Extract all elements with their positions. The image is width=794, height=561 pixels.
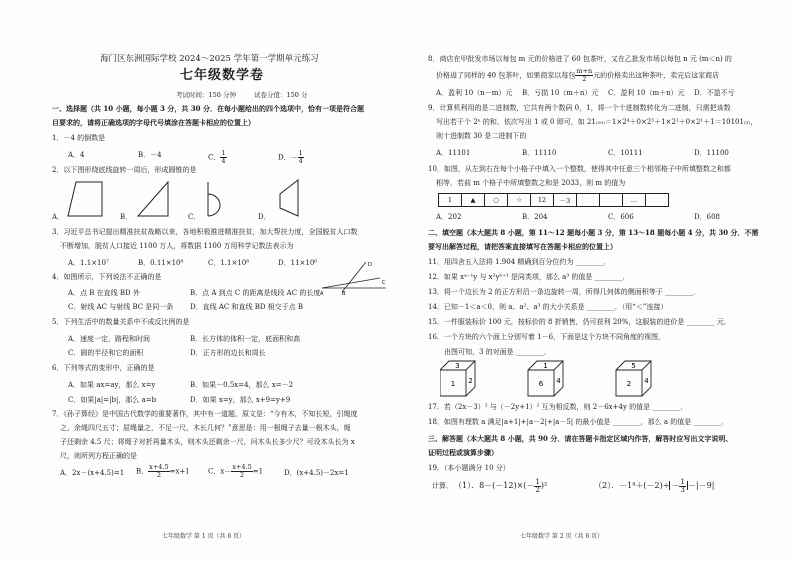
q9-line-2: 写出若干个 2ⁿ 的和，依次写出 1 或 0 即可，如 21₍₁₀₎＝1×2⁴＋0×2³＋1×2²＋0×2¹＋1＝10101₍₂₎， <box>436 118 758 126</box>
q8-line-1: 8．商店在甲批发市场以每包 m 元的价格进了 60 包茶叶，又在乙批发市场以每包 n 元 (m＜n) 的 <box>428 55 732 63</box>
cube-side-face: 4 <box>556 377 561 385</box>
q10-cell: ▲ <box>462 194 485 207</box>
q10-option-b: B．204 <box>522 213 548 221</box>
q10-line-2: 相等，若前 m 个格子中所填整数之和是 2033，则 m 的值为 <box>436 179 626 187</box>
q2-option-d: D． <box>258 213 271 221</box>
q9-line-3: 则十进制数 30 是二进制下的 <box>436 132 527 140</box>
q3-option-d: D．11×10⁶ <box>278 259 318 267</box>
q4-option-a: A．点 B 在直线 BD 外 <box>68 289 140 297</box>
q6-stem: 6．下列等式的变形中，正确的是 <box>52 364 155 372</box>
section1-heading-2: 目要求的，请将正确选项的字母代号填涂在答题卡相应的位置上） <box>52 118 255 127</box>
q7-option-d: D．(x+4.5)－2x=1 <box>284 469 349 477</box>
q13: 13．将一个边长为 2 的正方形沿一条边旋转一周，所得几何体的侧面积等于 ________． <box>428 288 701 296</box>
q3-line-1: 3．习近平总书记提出精准扶贫战略以来，各地积极推进精准扶贫，加大帮扶力度，全国脱贫人口数 <box>52 228 358 236</box>
q10-option-d: D．608 <box>694 213 720 221</box>
q8-option-d: D．不盈不亏 <box>694 89 735 97</box>
q6-option-b: B．如果－0.5x=4，那么 x=－2 <box>190 381 294 389</box>
q4-fig-label-d: D <box>368 262 372 268</box>
q4-fig-label-c: C <box>382 280 386 286</box>
q7-line-3: 子还剩余 4.5 尺；将绳子对折再量木头，则木头还剩余一尺，问木头长多少尺？可设木头长为 x <box>60 438 355 446</box>
q8-line-2: 价格进了同样的 40 包茶叶，如果商家以每包 $\frac{m+n}{2}$ 元的价格卖出这种茶叶，卖完后这家商店 <box>436 67 720 83</box>
cube-top-face: 3 <box>455 362 460 370</box>
exam-score: 试卷分值：150 分 <box>254 91 308 99</box>
q5-option-d: D．正方形的边长和周长 <box>190 349 266 357</box>
q10-line-1: 10．如图，从左到右在每个小格子中填入一个整数，使得其中任意三个相邻格子中所填整数之和都 <box>428 165 731 173</box>
q2-figure-d <box>276 176 316 220</box>
q9-option-a: A．11101 <box>436 149 471 157</box>
q10-option-c: C．606 <box>608 213 634 221</box>
q10-cell: … <box>623 194 646 207</box>
q2-stem: 2．以下图形绕底线旋转一周后，形成圆锥的是 <box>52 166 197 174</box>
q4-stem: 4．如图所示，下列说法不正确的是 <box>52 273 162 281</box>
q7-option-a: A．2x－(x+4.5)=1 <box>60 469 125 477</box>
q10-cell <box>600 194 623 207</box>
q1-option-d: D．－ $\frac{1}{4}$ <box>278 149 303 165</box>
q8-option-a: A．盈利 10（n－m）元 <box>436 89 513 97</box>
q2-option-b: B． <box>120 213 133 221</box>
q19-calc-label: 计算． <box>432 482 453 490</box>
exam-title: 七年级数学卷 <box>180 68 265 83</box>
q10-number-strip <box>438 193 669 207</box>
cube-front-face: 2 <box>626 380 632 388</box>
q2-figure-b <box>134 176 174 220</box>
q7-option-c: C．x－ $\frac{x+4.5}{2}$ =1 <box>208 463 264 479</box>
q18: 18．如图有理数 a 满足|a+1|+|a－2|+|a－5| 的最小值是 ________，那么 a 的值是 ________． <box>428 418 729 426</box>
q4-option-d: D．直线 AC 和直线 BD 相交于点 B <box>190 303 304 311</box>
q7-option-b: B． $\frac{x+4.5}{2}$ =x+1 <box>136 463 190 479</box>
q19-part-2: （2）．－1⁴＋(－2)÷ － $\frac{1}{3}$ －|－9| <box>594 477 715 494</box>
q14: 14．已知－1＜a＜0，则 a、a²、a³ 的大小关系是 ________．（用“＜”连接） <box>428 303 668 311</box>
q6-option-d: D．如果 x=y，那么 x+9=y+9 <box>190 396 291 404</box>
q7-line-1: 7．《孙子算经》是中国古代数学的重要著作，其中有一道题，原文是：“今有木，不知长短，引绳度 <box>52 410 358 418</box>
cube-side-face: 4 <box>644 377 649 385</box>
footer-left: 七年级数学 第 1 页（共 6 页） <box>162 533 246 540</box>
q5-option-a: A．速度一定，路程和时间 <box>68 335 151 343</box>
section3-heading: 三、解答题（本大题共 8 小题，共 90 分．请在答题卡指定区域内作答，解答时应写出文字说明、 <box>428 434 733 443</box>
section3-heading-2: 证明过程或演算步骤） <box>428 448 498 457</box>
q16-cube-views <box>440 358 690 400</box>
cube-front-face: 6 <box>538 380 544 388</box>
section2-heading: 二、填空题（本大题共 8 小题，第 11～12 题每小题 3 分，第 13～18 题每小题 4 分，共 30 分．不需 <box>428 228 759 237</box>
q15: 15．一件服装标价 100 元，按标价的 8 折销售，仍可获利 20%，这服装的进价是 ________ 元． <box>428 318 731 326</box>
q6-option-a: A．如果 ax=ay，那么 x=y <box>68 381 156 389</box>
q1-option-a: A．4 <box>68 151 85 159</box>
cube-top-face: 1 <box>543 362 548 370</box>
q4-option-c: C．射线 AC 与射线 BC 是同一条 <box>68 303 174 311</box>
q11: 11．用四舍五入法将 1.904 精确到百分位约为 ________． <box>428 258 611 266</box>
q10-cell: 12 <box>531 194 554 207</box>
q4-figure <box>320 258 390 296</box>
q2-figure-c <box>204 176 244 220</box>
q5-stem: 5．下列生活中的数量关系中不成反比例的是 <box>52 318 190 326</box>
q9-option-d: D．11100 <box>694 149 729 157</box>
q2-option-a: A． <box>52 213 65 221</box>
q10-cell <box>577 194 600 207</box>
q1-stem: 1．－4 的倒数是 <box>52 134 106 142</box>
q9-option-b: B．11110 <box>522 149 557 157</box>
q19-part-1: （1）．8－(－12)×(－ $\frac{1}{2}$ )² <box>454 477 548 494</box>
q9-option-c: C．10111 <box>608 149 643 157</box>
q8-option-c: C．盈利 10（m＋n）元 <box>608 89 685 97</box>
q16-line-1: 16．一个方块的六个面上分别写着 1－6，下面是这个方块不同角度的视图， <box>428 333 666 341</box>
q16-line-2: 由图可知，3 的对面是 ________． <box>444 348 551 356</box>
q3-option-a: A．1.1×10⁷ <box>68 259 109 267</box>
cube-view <box>440 361 475 396</box>
q3-line-2: 不断增加，脱贫人口接近 1100 万人，将数据 1100 万用科学记数法表示为 <box>60 242 294 250</box>
cube-top-face: 5 <box>631 362 636 370</box>
q5-option-b: B．长方体的体积一定，底面积和高 <box>190 335 301 343</box>
q4-option-b: B．点 A 到点 C 的距离是线段 AC 的长度 <box>190 289 321 297</box>
q10-option-a: A．202 <box>436 213 462 221</box>
q3-option-b: B．0.11×10⁸ <box>138 259 184 267</box>
q7-line-2: 之，余绳四尺五寸；屈绳量之，不足一尺，木长几何？”意思是：用一根绳子去量一根木头，绳 <box>60 424 351 432</box>
q10-cell: ☆ <box>508 194 531 207</box>
q10-cell: 1 <box>439 194 462 207</box>
q2-figure-a <box>66 176 110 220</box>
q10-cell: －3 <box>554 194 577 207</box>
cube-side-face: 2 <box>468 377 473 385</box>
q2-option-c: C． <box>188 213 201 221</box>
cube-front-face: 1 <box>450 380 456 388</box>
q3-option-c: C．1.1×10⁸ <box>208 259 250 267</box>
cube-view <box>528 361 563 396</box>
section2-heading-2: 要写出解答过程，请把答案直接填写在答题卡相应的位置上） <box>428 242 617 251</box>
q17: 17．若（2x－3）² 与（－2y+1）² 互为相反数，则 2－6x+4y 的值是 ________． <box>428 403 688 411</box>
q19-stem: 19．（本小题满分 10 分） <box>428 464 510 472</box>
q5-option-c: C．圆的半径和它的面积 <box>68 349 144 357</box>
q1-option-c: C． $\frac{1}{4}$ <box>208 149 226 165</box>
q10-cell <box>646 194 669 207</box>
section1-heading: 一、选择题（共 10 小题，每小题 3 分，共 30 分．在每小题给出的四个选项中，恰有一项是符合题 <box>52 104 364 113</box>
q8-option-b: B．亏损 10（m＋n）元 <box>522 89 599 97</box>
footer-right: 七年级数学 第 2 页（共 6 页） <box>520 533 604 540</box>
exam-time: 考试时间：150 分钟 <box>176 91 236 99</box>
q4-fig-label-a: A <box>320 291 324 296</box>
q9-line-1: 9．计算机利用的是二进制数，它共有两个数码 0，1，将一个十进制数转化为二进制，只需把该数 <box>428 104 731 112</box>
q12: 12．如果 xᵃ⁻¹y 与 x²yᵇ⁺¹ 是同类项，那么 a³ 的值是 ________． <box>428 273 630 281</box>
cube-view <box>616 361 651 396</box>
school-title: 海门区东洲国际学校 2024～2025 学年第一学期单元练习 <box>100 54 319 64</box>
q10-cell: ○ <box>485 194 508 207</box>
q7-line-4: 尺，则所列方程正确的是 <box>60 452 137 460</box>
q6-option-c: C．如果|a|=|b|，那么 a=b <box>68 396 157 404</box>
q1-option-b: B．－4 <box>138 151 162 159</box>
q4-fig-label-b: B <box>342 291 346 296</box>
